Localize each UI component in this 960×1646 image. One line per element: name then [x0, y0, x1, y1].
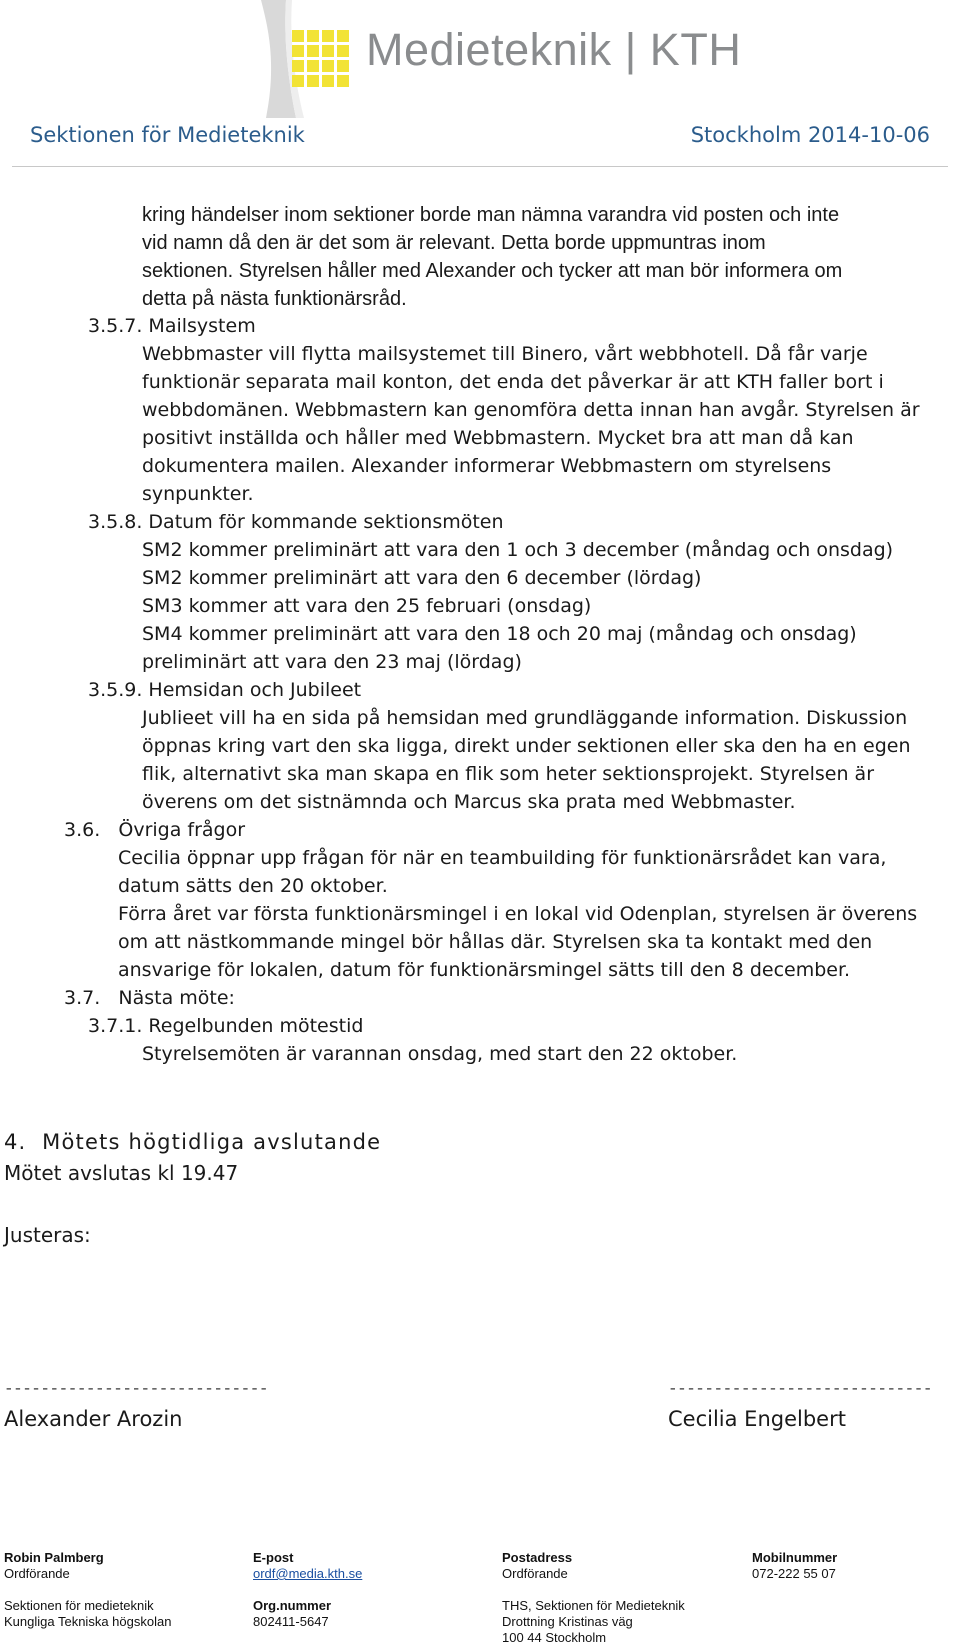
footer-addr2: Drottning Kristinas väg [502, 1614, 633, 1629]
org-name: Sektionen för Medieteknik [30, 123, 305, 147]
body-line: öppnas kring vart den ska ligga, direkt under sektionen eller ska den ha en egen [142, 735, 911, 757]
body-line: sektionen. Styrelsen håller med Alexander och tycker att man bör informera om [142, 260, 843, 282]
body-line: SM4 kommer preliminärt att vara den 18 och 20 maj (måndag och onsdag) [142, 623, 857, 645]
body-line: Webbmaster vill flytta mailsystemet till Binero, vårt webbhotell. Då får varje [142, 343, 868, 365]
signature-line-left: ----------------------------- [4, 1380, 268, 1398]
footer-name: Robin Palmberg [4, 1550, 104, 1565]
body-line: Jublieet vill ha en sida på hemsidan med grundläggande information. Diskussion [142, 707, 908, 729]
section-heading: 3.6. Övriga frågor [64, 819, 246, 841]
footer-org1: Sektionen för medieteknik [4, 1598, 154, 1613]
footer-org2: Kungliga Tekniska högskolan [4, 1614, 172, 1629]
section-4-title: 4. Mötets högtidliga avslutande [4, 1130, 382, 1154]
body-line: synpunkter. [142, 483, 254, 505]
footer-col-contact [4, 1550, 171, 1630]
body-line: detta på nästa funktionärsråd. [142, 288, 407, 310]
body-line: SM2 kommer preliminärt att vara den 1 och 3 december (måndag och onsdag) [142, 539, 894, 561]
body-line: Styrelsemöten är varannan onsdag, med start den 22 oktober. [142, 1043, 738, 1065]
body-line: SM3 kommer att vara den 25 februari (onsdag) [142, 595, 592, 617]
body-line: ansvarige för lokalen, datum för funktionärsmingel sätts till den 8 december. [118, 959, 851, 981]
footer-email-link[interactable]: ordf@media.kth.se [253, 1566, 363, 1581]
signature-name-right: Cecilia Engelbert [668, 1407, 846, 1431]
body-line: Cecilia öppnar upp frågan för när en teambuilding för funktionärsrådet kan vara, [118, 847, 887, 869]
justeras-label: Justeras: [4, 1223, 91, 1247]
subsection-heading: 3.5.7. Mailsystem [88, 315, 256, 337]
footer-email-label: E-post [253, 1550, 294, 1565]
body-line: dokumentera mailen. Alexander informerar Webbmastern om styrelsens [142, 455, 832, 477]
kth-media-logo [256, 0, 742, 118]
body-line: flik, alternativt ska man skapa en flik som heter sektionsprojekt. Styrelsen är [142, 763, 875, 785]
closing-line: Mötet avslutas kl 19.47 [4, 1161, 239, 1185]
footer-phone-label: Mobilnummer [752, 1550, 838, 1565]
footer-orgnr: 802411-5647 [253, 1614, 329, 1629]
place-date: Stockholm 2014-10-06 [690, 123, 930, 147]
body-line: datum sätts den 20 oktober. [118, 875, 388, 897]
subsection-heading: 3.5.9. Hemsidan och Jubileet [88, 679, 362, 701]
signature-line-right: ----------------------------- [668, 1380, 932, 1398]
body-line: Förra året var första funktionärsmingel i en lokal vid Odenplan, styrelsen är överens [118, 903, 918, 925]
footer-col-phone [752, 1550, 837, 1582]
body-line: vid namn då den är det som är relevant. Detta borde uppmuntras inom [142, 232, 766, 254]
body-line: kring händelser inom sektioner borde man nämna varandra vid posten och inte [142, 204, 840, 226]
footer-role: Ordförande [4, 1566, 70, 1581]
body-line: SM2 kommer preliminärt att vara den 6 december (lördag) [142, 567, 702, 589]
footer-post-label: Postadress [502, 1550, 573, 1565]
subsection-heading: 3.5.8. Datum för kommande sektionsmöten [88, 511, 504, 533]
body-line: överens om det sistnämnda och Marcus ska prata med Webbmaster. [142, 791, 796, 813]
body-line: webbdomänen. Webbmastern kan genomföra detta innan han avgår. Styrelsen är [142, 399, 920, 421]
footer-col-postal [502, 1550, 685, 1646]
footer-addr1: THS, Sektionen för Medieteknik [502, 1598, 685, 1613]
logo-emblem-icon [256, 0, 366, 118]
logo-wordmark: Medieteknik | KTH [366, 24, 742, 75]
body-line: om att nästkommande mingel bör hållas där. Styrelsen ska ta kontakt med den [118, 931, 873, 953]
subsection-heading: 3.7.1. Regelbunden mötestid [88, 1015, 364, 1037]
header-divider [12, 166, 948, 167]
signature-name-left: Alexander Arozin [4, 1407, 183, 1431]
footer-orgnr-label: Org.nummer [253, 1598, 332, 1613]
body-line: preliminärt att vara den 23 maj (lördag) [142, 651, 522, 673]
section-heading: 3.7. Nästa möte: [64, 987, 235, 1009]
body-line: funktionär separata mail konton, det enda det påverkar är att KTH faller bort i [142, 371, 884, 393]
footer-phone: 072-222 55 07 [752, 1566, 836, 1581]
body-line: positivt inställda och håller med Webbmastern. Mycket bra att man då kan [142, 427, 854, 449]
footer-post-role: Ordförande [502, 1566, 568, 1581]
footer-col-email [253, 1550, 362, 1630]
footer-addr3: 100 44 Stockholm [502, 1630, 607, 1645]
